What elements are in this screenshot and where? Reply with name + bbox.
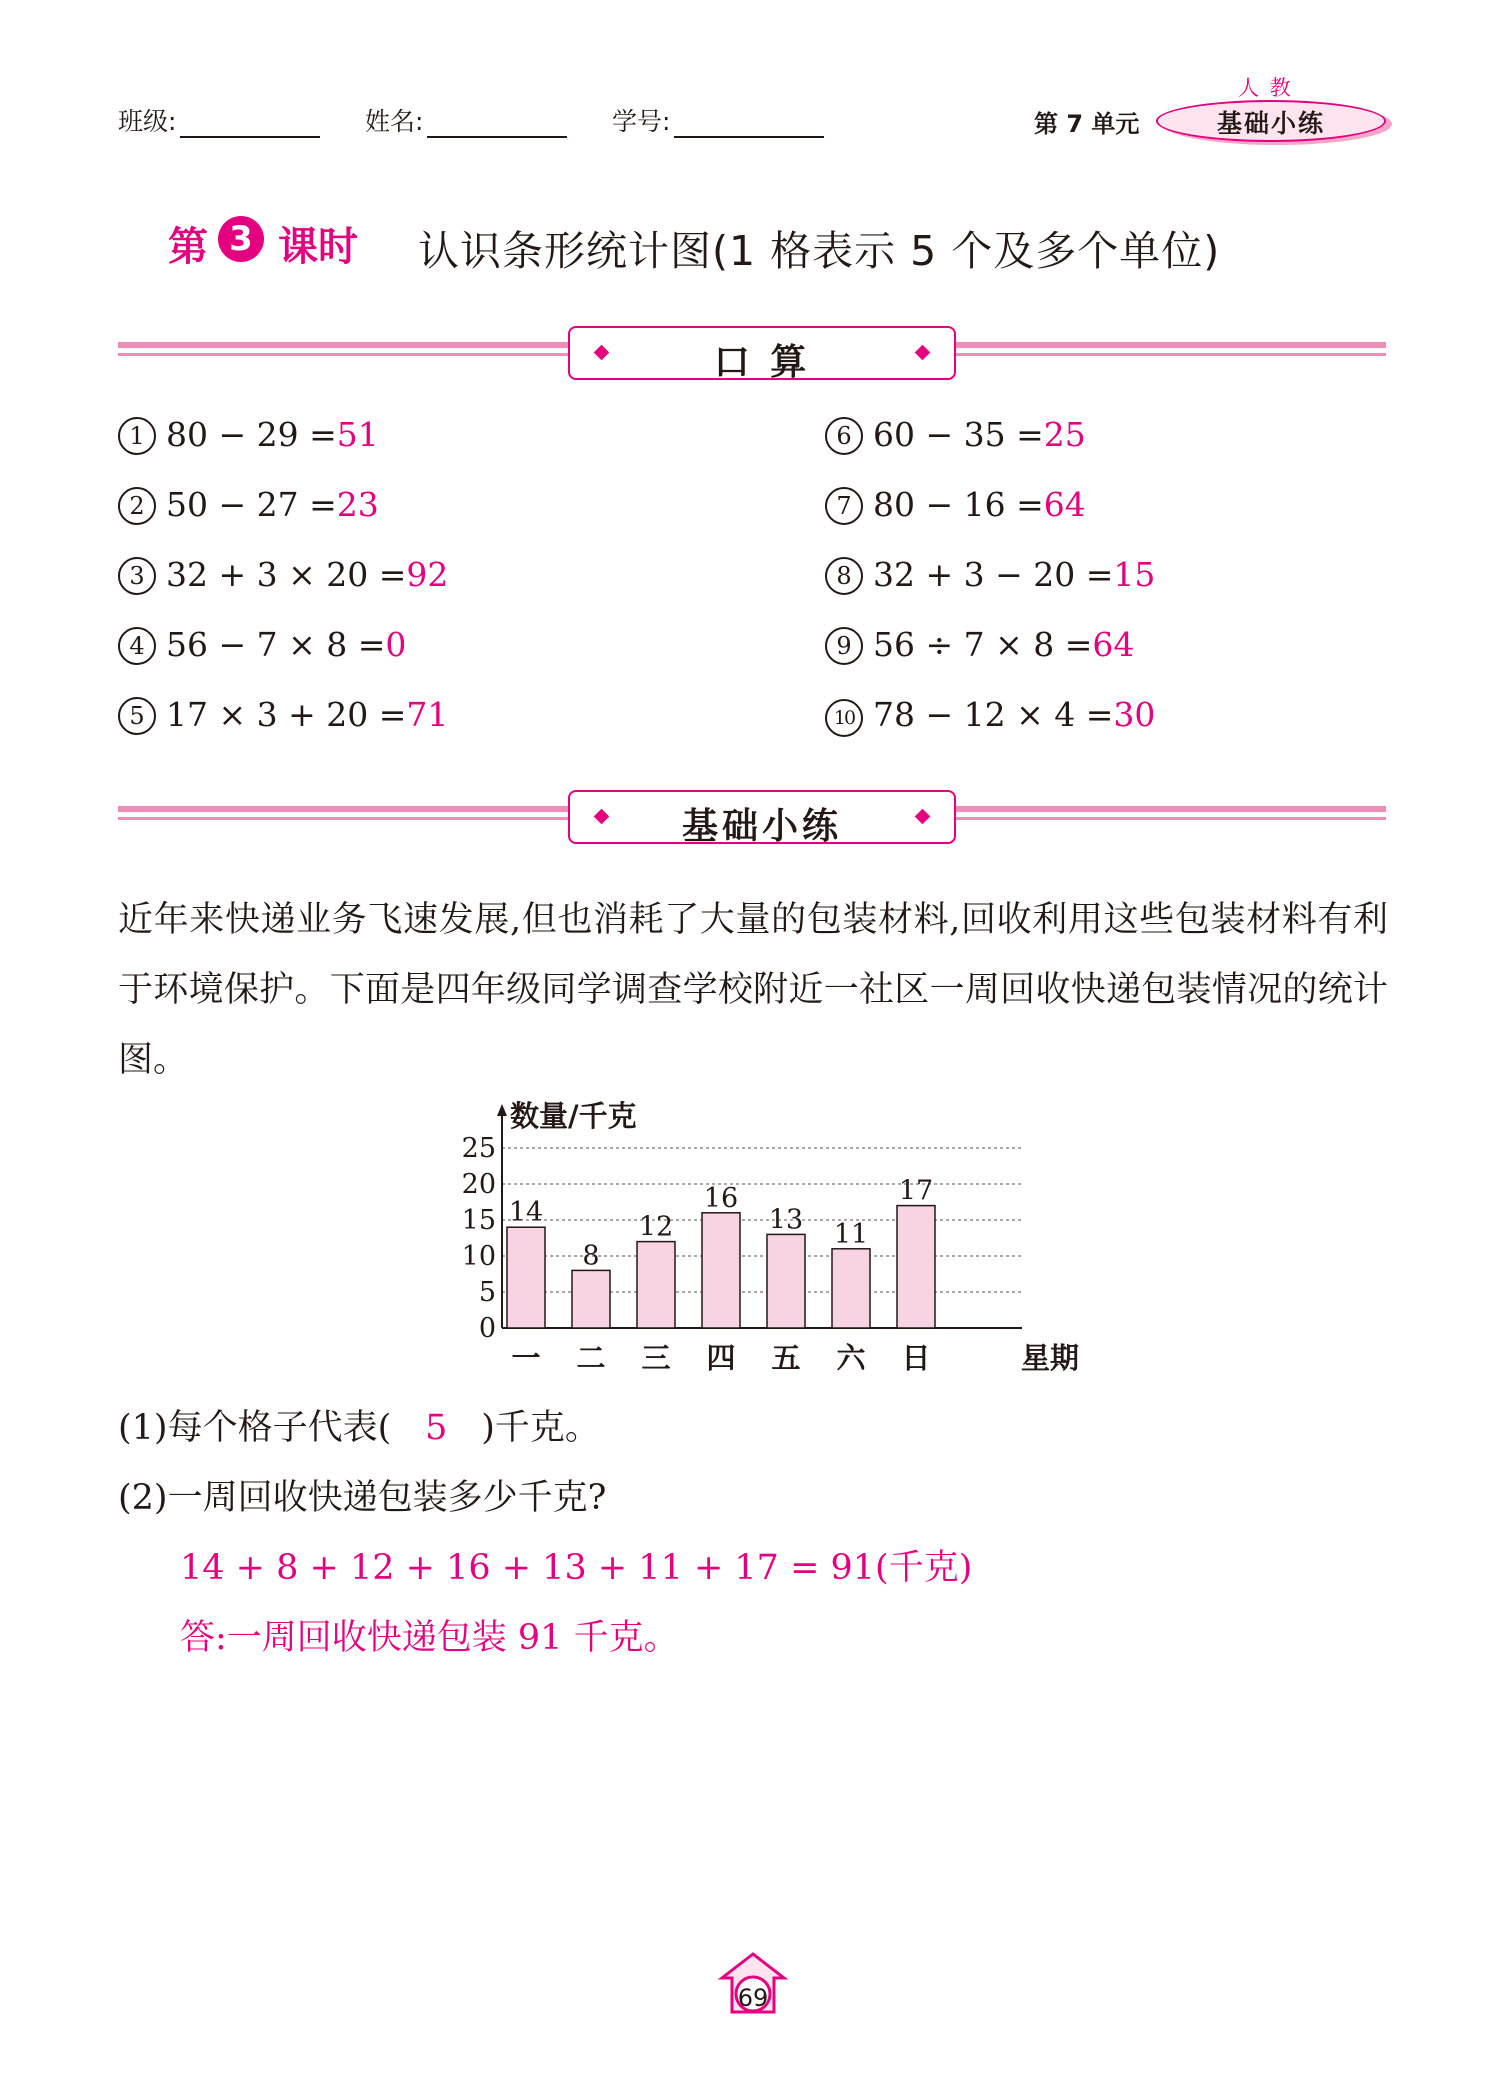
bar-chart <box>440 1099 1080 1380</box>
answer[interactable]: 15 <box>1113 555 1156 594</box>
bar <box>507 1227 545 1328</box>
data-label: 17 <box>898 1175 934 1207</box>
bar <box>897 1206 935 1328</box>
publisher-label: 人 教 <box>1238 76 1293 100</box>
answer[interactable]: 64 <box>1043 485 1086 524</box>
x-tick-label: 五 <box>771 1341 801 1375</box>
oral-calc-item <box>118 555 448 595</box>
oral-calc-item <box>825 415 1086 455</box>
y-tick-label: 15 <box>461 1205 496 1236</box>
name-blank[interactable] <box>427 112 567 138</box>
answer[interactable]: 25 <box>1043 415 1086 454</box>
y-tick-label: 5 <box>478 1277 496 1308</box>
expression: 56 ÷ 7 × 8 = <box>873 625 1093 664</box>
section-banner-basic <box>118 786 1386 846</box>
bar <box>702 1213 740 1328</box>
expression: 32 + 3 − 20 = <box>873 555 1114 594</box>
item-number: 5 <box>118 697 156 735</box>
item-number: 7 <box>825 487 863 525</box>
answer[interactable]: 92 <box>406 555 449 594</box>
class-blank[interactable] <box>180 112 320 138</box>
item-number: 2 <box>118 487 156 525</box>
question-2: (2)一周回收快递包装多少千克? <box>118 1478 607 1518</box>
data-label: 13 <box>768 1204 804 1236</box>
question-2-answer[interactable]: 答:一周回收快递包装 91 千克。 <box>180 1618 679 1658</box>
bar <box>832 1249 870 1328</box>
y-tick-label: 10 <box>461 1241 496 1272</box>
class-field <box>118 102 320 138</box>
expression: 80 − 16 = <box>873 485 1044 524</box>
oral-calc-item <box>118 415 379 455</box>
data-label: 16 <box>703 1182 739 1214</box>
expression: 78 − 12 × 4 = <box>873 695 1114 734</box>
x-axis-label: 星期 <box>1020 1341 1080 1375</box>
y-axis-label: 数量/千克 <box>510 1099 637 1133</box>
bar <box>767 1234 805 1328</box>
question-1-text: (1)每个格子代表( <box>118 1408 392 1448</box>
brand-badge <box>1156 100 1386 142</box>
answer[interactable]: 0 <box>385 625 407 664</box>
question-1-suffix: )千克。 <box>481 1408 600 1448</box>
x-tick-label: 二 <box>576 1341 606 1375</box>
name-label: 姓名: <box>365 107 424 136</box>
item-number: 8 <box>825 557 863 595</box>
oral-calc-item <box>825 555 1155 595</box>
y-tick-label: 20 <box>461 1169 496 1200</box>
expression: 32 + 3 × 20 = <box>166 555 407 594</box>
expression: 56 − 7 × 8 = <box>166 625 386 664</box>
data-label: 11 <box>833 1218 869 1250</box>
question-2-calculation[interactable]: 14 + 8 + 12 + 16 + 13 + 11 + 17 = 91(千克) <box>180 1548 973 1588</box>
expression: 17 × 3 + 20 = <box>166 695 407 734</box>
brand-text: 基础小练 <box>1216 109 1325 138</box>
item-number: 4 <box>118 627 156 665</box>
expression: 80 − 29 = <box>166 415 337 454</box>
data-label: 14 <box>508 1197 544 1229</box>
answer[interactable]: 23 <box>336 485 379 524</box>
oral-calc-item <box>118 695 448 735</box>
y-axis-arrow-icon <box>497 1104 507 1116</box>
expression: 50 − 27 = <box>166 485 337 524</box>
answer[interactable]: 64 <box>1092 625 1135 664</box>
expression: 60 − 35 = <box>873 415 1044 454</box>
y-tick-label: 25 <box>461 1133 496 1164</box>
page-title: 认识条形统计图(1 格表示 5 个及多个单位) <box>418 227 1221 275</box>
student-id-label: 学号: <box>612 107 671 136</box>
section-banner-oral <box>118 322 1386 382</box>
item-number: 10 <box>825 699 863 737</box>
data-label: 12 <box>638 1211 674 1243</box>
lesson-prefix: 第 <box>168 224 208 270</box>
name-field <box>365 102 567 138</box>
x-tick-label: 四 <box>706 1341 736 1375</box>
bar <box>637 1242 675 1328</box>
unit-label: 第 7 单元 <box>1034 110 1140 138</box>
oral-calc-item <box>118 485 379 525</box>
answer[interactable]: 51 <box>336 415 379 454</box>
class-label: 班级: <box>118 107 177 136</box>
student-id-field <box>612 102 824 138</box>
item-number: 1 <box>118 417 156 455</box>
student-id-blank[interactable] <box>674 112 824 138</box>
section-title-oral: 口 算 <box>713 342 811 383</box>
lesson-number-badge: 3 <box>218 216 264 262</box>
oral-calc-item <box>825 695 1155 737</box>
x-tick-label: 六 <box>836 1341 866 1375</box>
x-tick-label: 日 <box>901 1341 931 1375</box>
x-tick-label: 三 <box>641 1341 671 1375</box>
question-1 <box>118 1400 600 1450</box>
answer[interactable]: 30 <box>1113 695 1156 734</box>
bar <box>572 1270 610 1328</box>
answer[interactable]: 71 <box>406 695 449 734</box>
oral-calc-item <box>825 625 1134 665</box>
oral-calc-item <box>118 625 406 665</box>
page-number: 69 <box>737 1984 769 2012</box>
item-number: 6 <box>825 417 863 455</box>
item-number: 9 <box>825 627 863 665</box>
question-1-answer[interactable]: 5 <box>425 1408 448 1448</box>
section-title-basic: 基础小练 <box>681 806 842 847</box>
data-label: 8 <box>582 1240 600 1272</box>
x-tick-label: 一 <box>511 1341 541 1375</box>
oral-calc-item <box>825 485 1086 525</box>
y-tick-label: 0 <box>478 1313 496 1344</box>
lesson-suffix: 课时 <box>278 224 358 270</box>
problem-description: 近年来快递业务飞速发展,但也消耗了大量的包装材料,回收利用这些包装材料有利于环境保护。下面是四年级同学调查学校附近一社区一周回收快递包装情况的统计图。 <box>118 900 1388 1080</box>
item-number: 3 <box>118 557 156 595</box>
